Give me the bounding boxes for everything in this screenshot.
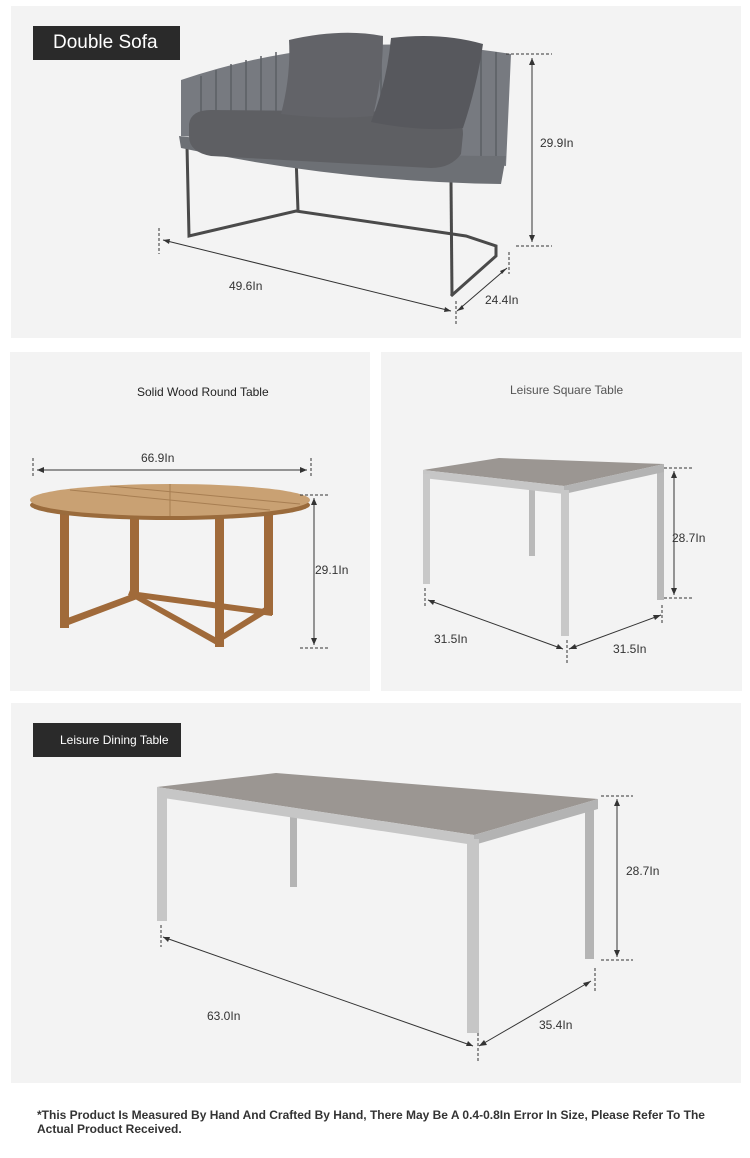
square-table-width-label: 31.5In xyxy=(434,632,468,646)
sofa-tag: Double Sofa xyxy=(33,26,180,60)
measurement-disclaimer: *This Product Is Measured By Hand And Crafted By Hand, There May Be A 0.4-0.8In Error In Size, Please Refer To The Actual Product Received. xyxy=(37,1108,705,1136)
dining-table-illustration xyxy=(11,703,741,1083)
dining-table-depth-label: 35.4In xyxy=(539,1018,573,1032)
sofa-panel xyxy=(11,6,741,338)
square-table-front-legs xyxy=(423,474,569,636)
sofa-depth-label: 24.4In xyxy=(485,293,519,307)
square-table-title: Leisure Square Table xyxy=(510,383,624,397)
round-table-title: Solid Wood Round Table xyxy=(137,385,269,399)
sofa-height-label: 29.9In xyxy=(540,136,574,150)
round-table-illustration xyxy=(10,352,370,691)
round-table-legs xyxy=(60,510,273,647)
square-table-depth-label: 31.5In xyxy=(613,642,647,656)
dining-table-height-label: 28.7In xyxy=(626,864,660,878)
round-table-panel xyxy=(10,352,370,691)
round-table-height-label: 29.1In xyxy=(315,563,349,577)
square-table-panel xyxy=(381,352,742,691)
dining-table-panel xyxy=(11,703,741,1083)
square-table-arrowheads xyxy=(428,471,677,649)
round-table-diameter-label: 66.9In xyxy=(141,451,175,465)
sofa-width-label: 49.6In xyxy=(229,279,263,293)
dining-table-tag: Leisure Dining Table xyxy=(33,723,181,757)
dining-table-width-label: 63.0In xyxy=(207,1009,241,1023)
square-table-height-label: 28.7In xyxy=(672,531,706,545)
sofa-pillow-left xyxy=(281,33,383,118)
